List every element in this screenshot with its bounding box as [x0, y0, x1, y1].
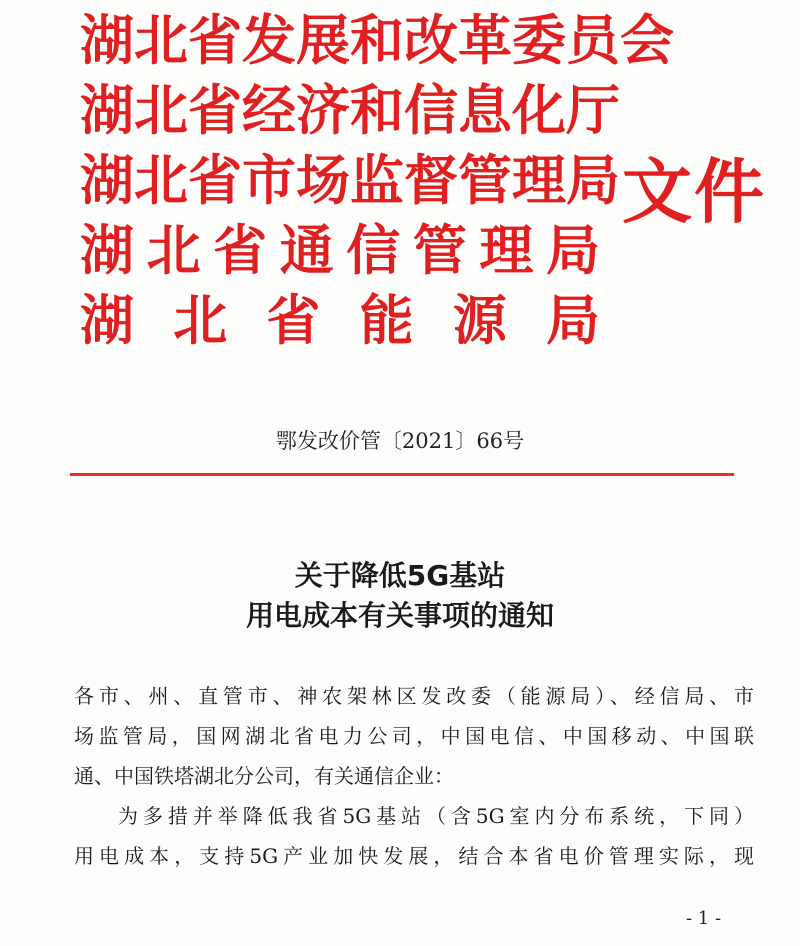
org-char: 省 — [188, 9, 242, 72]
org-char: 湖 — [80, 149, 134, 212]
red-divider-line — [70, 473, 734, 476]
org-char: 北 — [173, 289, 228, 352]
org-char: 会 — [620, 9, 674, 72]
org-char: 管 — [458, 149, 512, 212]
document-body — [74, 676, 754, 876]
addressee-line: 通、中国铁塔湖北分公司，有关通信企业： — [74, 764, 454, 788]
issuing-org-3 — [80, 146, 620, 216]
org-char: 和 — [350, 79, 404, 142]
paragraph-line: 用电成本，支持5G产业加快发展，结合本省电价管理实际，现 — [74, 844, 754, 868]
document-title-line-1: 关于降低5G基站 — [294, 559, 506, 592]
org-char: 湖 — [80, 219, 134, 282]
org-char: 省 — [188, 79, 242, 142]
org-char: 北 — [134, 79, 188, 142]
org-char: 源 — [452, 289, 507, 352]
document-number: 鄂发改价管〔2021〕66号 — [275, 429, 525, 453]
org-char: 省 — [266, 289, 321, 352]
org-char: 通 — [279, 219, 334, 282]
org-char: 省 — [213, 219, 268, 282]
org-char: 局 — [566, 149, 620, 212]
document-suffix: 文件 — [622, 151, 766, 233]
addressee-line: 场监管局，国网湖北省电力公司，中国电信、中国移动、中国联 — [74, 724, 754, 748]
org-char: 能 — [359, 289, 414, 352]
org-char: 局 — [545, 289, 600, 352]
issuing-org-5 — [80, 286, 600, 356]
org-char: 北 — [146, 219, 201, 282]
org-char: 湖 — [80, 289, 134, 352]
org-char: 和 — [350, 9, 404, 72]
issuing-org-1 — [80, 6, 674, 76]
org-char: 局 — [545, 219, 600, 282]
page-number: - 1 - — [686, 908, 722, 929]
addressee — [74, 676, 754, 796]
issuing-org-2 — [80, 76, 620, 146]
org-char: 化 — [512, 79, 566, 142]
org-char: 湖 — [80, 79, 134, 142]
org-char: 革 — [458, 9, 512, 72]
org-char: 省 — [188, 149, 242, 212]
org-char: 监 — [350, 149, 404, 212]
org-char: 湖 — [80, 9, 134, 72]
org-char: 信 — [346, 219, 401, 282]
org-char: 场 — [296, 149, 350, 212]
org-char: 员 — [566, 9, 620, 72]
org-char: 厅 — [566, 79, 620, 142]
issuing-org-4 — [80, 216, 600, 286]
org-char: 信 — [404, 79, 458, 142]
document-title-line-2: 用电成本有关事项的通知 — [245, 599, 554, 632]
org-char: 督 — [404, 149, 458, 212]
paragraph-line: 为多措并举降低我省5G基站（含5G室内分布系统，下同） — [118, 804, 754, 828]
addressee-line: 各市、州、直管市、神农架林区发改委（能源局）、经信局、市 — [74, 684, 754, 708]
org-char: 北 — [134, 149, 188, 212]
org-char: 管 — [412, 219, 467, 282]
org-char: 理 — [479, 219, 534, 282]
org-char: 市 — [242, 149, 296, 212]
org-char: 经 — [242, 79, 296, 142]
org-char: 委 — [512, 9, 566, 72]
org-char: 发 — [242, 9, 296, 72]
red-header — [80, 6, 800, 356]
body-paragraph — [74, 796, 754, 876]
org-char: 息 — [458, 79, 512, 142]
org-char: 展 — [296, 9, 350, 72]
org-char: 济 — [296, 79, 350, 142]
org-char: 理 — [512, 149, 566, 212]
org-char: 北 — [134, 9, 188, 72]
org-char: 改 — [404, 9, 458, 72]
